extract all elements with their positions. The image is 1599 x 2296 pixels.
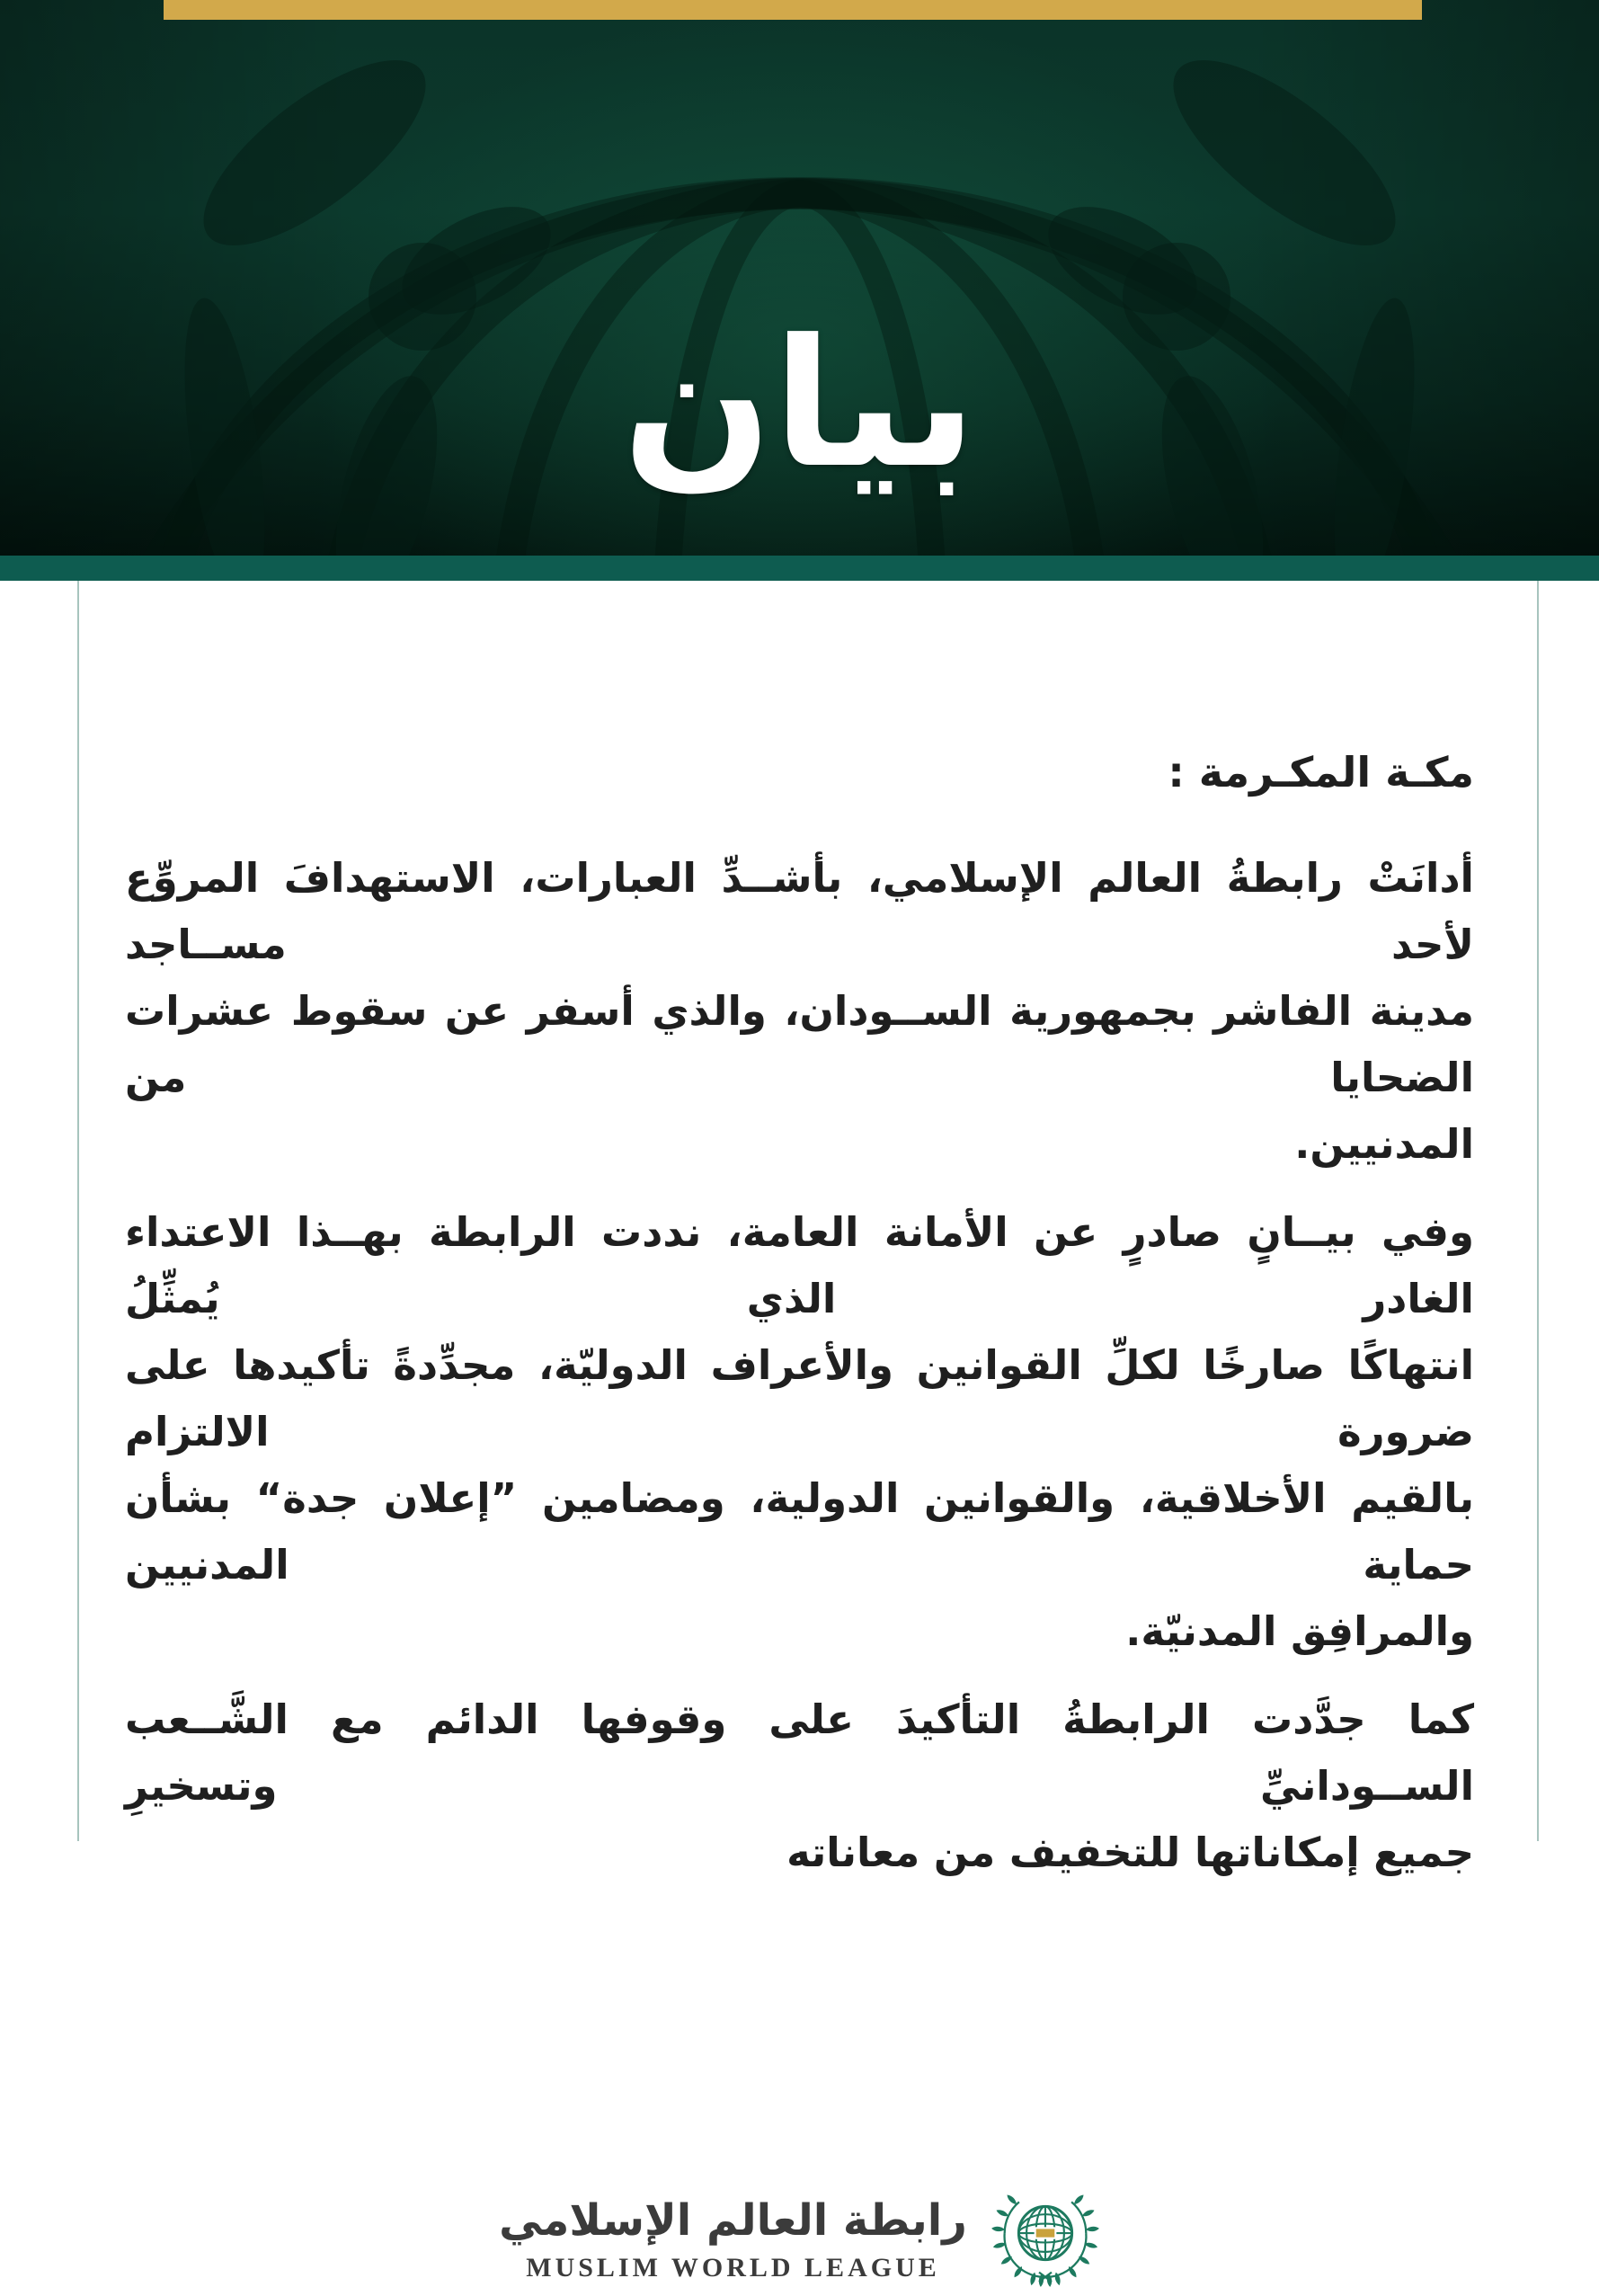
statement-line: مدينة الفاشر بجمهورية الســودان، والذي أسفر عن سقوط عشرات الضحايا من — [125, 987, 1474, 1101]
statement-paragraph — [125, 1686, 1474, 1886]
statement-paragraph — [125, 845, 1474, 1178]
mwl-logo-text — [499, 2195, 967, 2283]
mwl-arabic-name: رابطة العالم الإسلامي — [499, 2195, 967, 2247]
mwl-logo — [0, 2183, 1599, 2296]
statement-line: جميع إمكاناتها للتخفيف من معاناته — [786, 1829, 1474, 1876]
statement-line: كما جدَّدت الرابطةُ التأكيدَ على وقوفها الدائم مع الشَّــعب الســودانيِّ وتسخيرِ — [125, 1695, 1474, 1810]
statement-text-block — [0, 581, 1599, 1908]
statement-body — [0, 581, 1599, 2283]
teal-divider-strip — [0, 556, 1599, 581]
statement-line: وفي بيــانٍ صادرٍ عن الأمانة العامة، نددت الرابطة بهــذا الاعتداء الغادر الذي يُمثِّلُ — [125, 1208, 1474, 1322]
statement-line: انتهاكًا صارخًا لكلِّ القوانين والأعراف الدوليّة، مجدِّدةً تأكيدها على ضرورة الالتزام — [125, 1341, 1474, 1455]
mwl-english-name: MUSLIM WORLD LEAGUE — [526, 2252, 940, 2283]
dateline-city: مكـة المكـرمة : — [1168, 748, 1474, 796]
statement-line: المدنيين. — [1294, 1120, 1474, 1168]
header-banner — [0, 0, 1599, 556]
statement-paragraphs — [125, 845, 1474, 1886]
mwl-globe-wreath-emblem-icon — [990, 2183, 1100, 2296]
gold-top-bar — [164, 0, 1422, 20]
statement-line: والمرافِق المدنيّة. — [1125, 1607, 1474, 1655]
statement-calligraphy-title: بيان — [622, 302, 977, 507]
statement-paragraph — [125, 1199, 1474, 1665]
statement-line: بالقيم الأخلاقية، والقوانين الدولية، ومضامين ”إعلان جدة“ بشأن حماية المدنيين — [125, 1474, 1474, 1589]
statement-line: أدانَتْ رابطةُ العالم الإسلامي، بأشــدِّ العبارات، الاستهدافَ المروِّع لأحد مســاجد — [125, 854, 1474, 968]
